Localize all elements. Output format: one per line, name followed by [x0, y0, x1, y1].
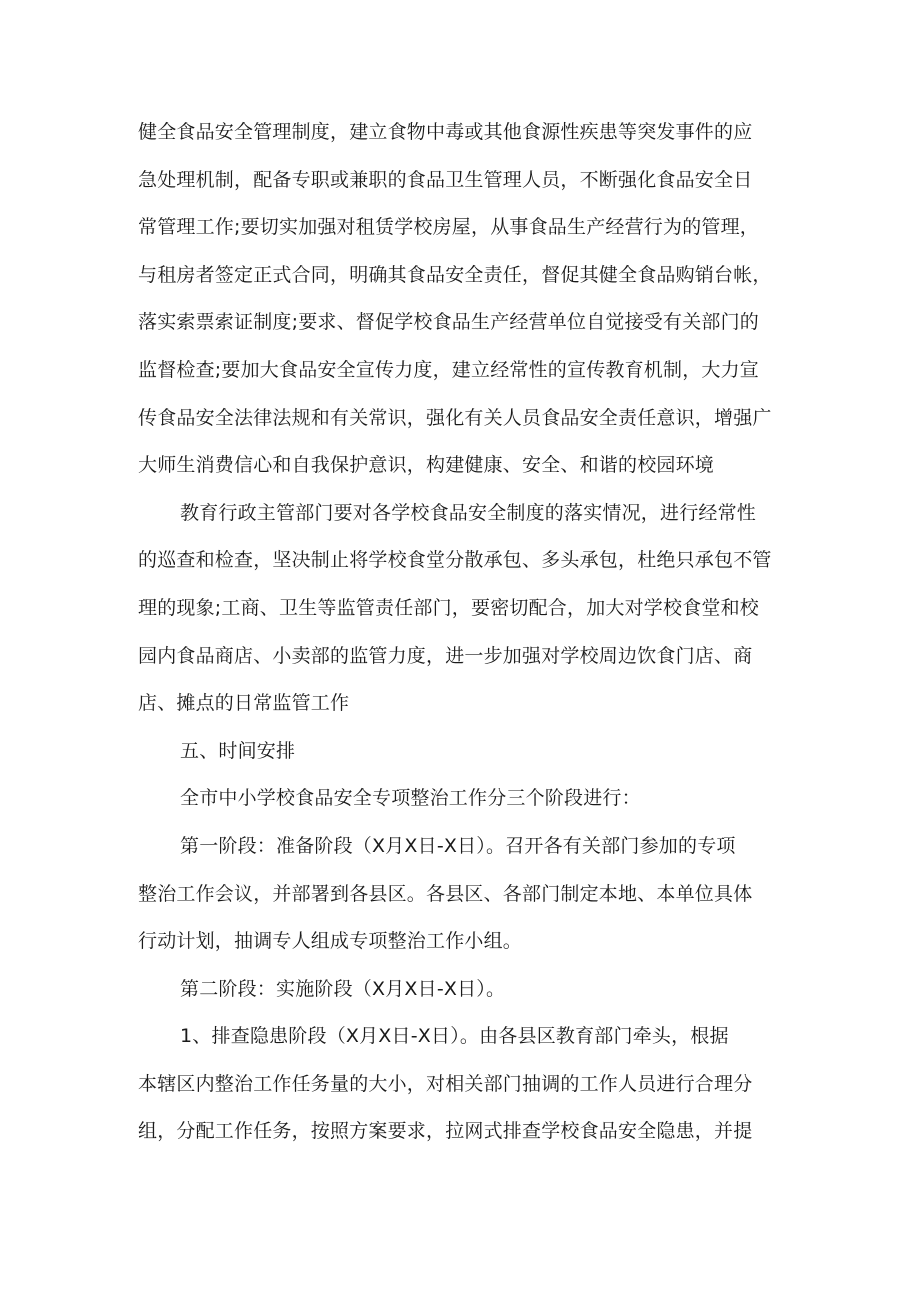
text-line: 1、排查隐患阶段（X月X日-X日）。由各县区教育部门牵头，根据	[180, 1025, 729, 1048]
text-line: 组，分配工作任务，按照方案要求，拉网式排查学校食品安全隐患，并提	[138, 1120, 753, 1143]
text-line: 与租房者签定正式合同，明确其食品安全责任，督促其健全食品购销台帐，	[138, 263, 772, 286]
text-line: 大师生消费信心和自我保护意识，构建健康、安全、和谐的校园环境	[138, 454, 715, 477]
text-line: 常管理工作;要切实加强对租赁学校房屋，从事食品生产经营行为的管理，	[138, 216, 760, 239]
text-line: 第二阶段：实施阶段（X月X日-X日）。	[180, 977, 506, 1000]
text-line: 第一阶段：准备阶段（X月X日-X日）。召开各有关部门参加的专项	[180, 834, 736, 857]
section-heading: 五、时间安排	[180, 739, 296, 762]
text-line: 店、摊点的日常监管工作	[138, 692, 350, 715]
text-line: 行动计划，抽调专人组成专项整治工作小组。	[138, 930, 523, 953]
text-line: 监督检查;要加大食品安全宣传力度，建立经常性的宣传教育机制，大力宣	[138, 358, 760, 381]
text-line: 落实索票索证制度;要求、督促学校食品生产经营单位自觉接受有关部门的	[138, 311, 760, 334]
text-line: 教育行政主管部门要对各学校食品安全制度的落实情况，进行经常性	[180, 501, 757, 524]
text-line: 健全食品安全管理制度，建立食物中毒或其他食源性疾患等突发事件的应	[138, 121, 753, 143]
text-line: 的巡查和检查，坚决制止将学校食堂分散承包、多头承包，杜绝只承包不管	[138, 549, 772, 572]
document-body	[138, 109, 798, 1156]
text-line: 急处理机制，配备专职或兼职的食品卫生管理人员，不断强化食品安全日	[138, 168, 753, 191]
text-line: 园内食品商店、小卖部的监管力度，进一步加强对学校周边饮食门店、商	[138, 644, 753, 667]
text-line: 全市中小学校食品安全专项整治工作分三个阶段进行：	[180, 787, 641, 810]
text-line: 理的现象;工商、卫生等监管责任部门，要密切配合，加大对学校食堂和校	[138, 596, 760, 619]
text-line: 本辖区内整治工作任务量的大小，对相关部门抽调的工作人员进行合理分	[138, 1072, 753, 1095]
text-line: 传食品安全法律法规和有关常识，强化有关人员食品安全责任意识，增强广	[138, 406, 772, 429]
text-line: 整治工作会议，并部署到各县区。各县区、各部门制定本地、本单位具体	[138, 882, 753, 905]
